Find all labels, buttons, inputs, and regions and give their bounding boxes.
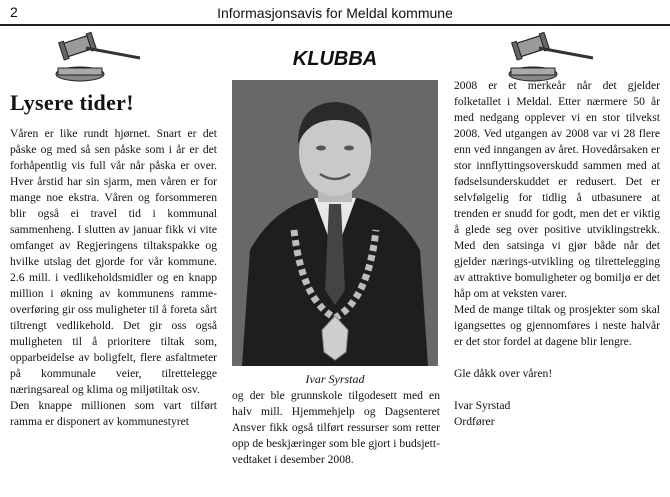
- headline: Lysere tider!: [10, 90, 134, 115]
- paragraph: Den knappe millionen som vart tilført ramma er disponert av kommunestyret: [10, 399, 217, 428]
- paragraph: Gle dåkk over våren!: [454, 367, 553, 380]
- paragraph: Våren er like rundt hjørnet. Snart er det påske og med så sen påske som i år er det forhåpentlig vis full vår når påska er over. Hver årstid har sin sjarm, men våren er for mange noe ekstra. Våren og forsommeren blir også ei travel tid i kommunal sammenheng. I slutten av januar fikk vi vite omfanget av Regjeringens tiltakspakke og hvilke utslag det gjorde for vår kommune. 2.6 mill. i vedlikeholdsmidler og en knapp million i økning av kommunens ramme-overføring gir oss muligheter til å foreta sårt tiltrengt vedlikehold. Det gir oss også muligheten til å prioritere tiltak som, opparbeidelse av boligfelt, flere asfaltmeter på kommunale veier, tilrettelegge næringsareal og klima og miljøtiltak osv.: [10, 127, 217, 396]
- publication-title: Informasjonsavis for Meldal kommune: [217, 5, 453, 21]
- signature-title: Ordfører: [454, 415, 495, 428]
- signature-name: Ivar Syrstad: [454, 399, 511, 412]
- paragraph: 2008 er et merkeår når det gjelder folketallet i Meldal. Etter nærmere 50 år med nedgang opplever vi en stor tilvekst 2008. Ved utgangen av 2008 var vi 28 flere enn ved inngangen av året. Hovedårsaken er stor innflyttingsoverskudd sammen med at fødselsunderskuddet er redusert. Det er selvfølgelig for tidlig å utbasunere at trenden er snudd for godt, men det er viktig å glede seg over positive utviklingstrekk. Med den satsinga vi gjør både når det gjelder nærings-utvikling og tilrettelegging av attraktive bomuligheter og bomiljø er det håp om at veksten varer.: [454, 79, 660, 300]
- gavel-icon: [52, 30, 142, 85]
- section-title: KLUBBA: [292, 48, 378, 70]
- mayor-photo: [232, 80, 438, 366]
- paragraph: og der ble grunnskole tilgodesett med en halv mill. Hjemmehjelp og Dagsenteret Ansver fikk også tilført ressurser som retter opp de beskjæringer som ble gjort i budsjett-vedtaket i desember 2008.: [232, 389, 440, 466]
- photo-caption: Ivar Syrstad: [305, 372, 365, 386]
- article-column-3: [454, 78, 660, 430]
- header-rule: [0, 24, 670, 26]
- article-column-1: [10, 126, 217, 430]
- gavel-icon: [505, 30, 595, 85]
- page-number: 2: [10, 4, 18, 20]
- article-column-2: [232, 388, 440, 468]
- paragraph: Med de mange tiltak og prosjekter som skal igangsettes og gjennomføres i neste halvår er det stor fordel at dagene blir lengre.: [454, 303, 660, 348]
